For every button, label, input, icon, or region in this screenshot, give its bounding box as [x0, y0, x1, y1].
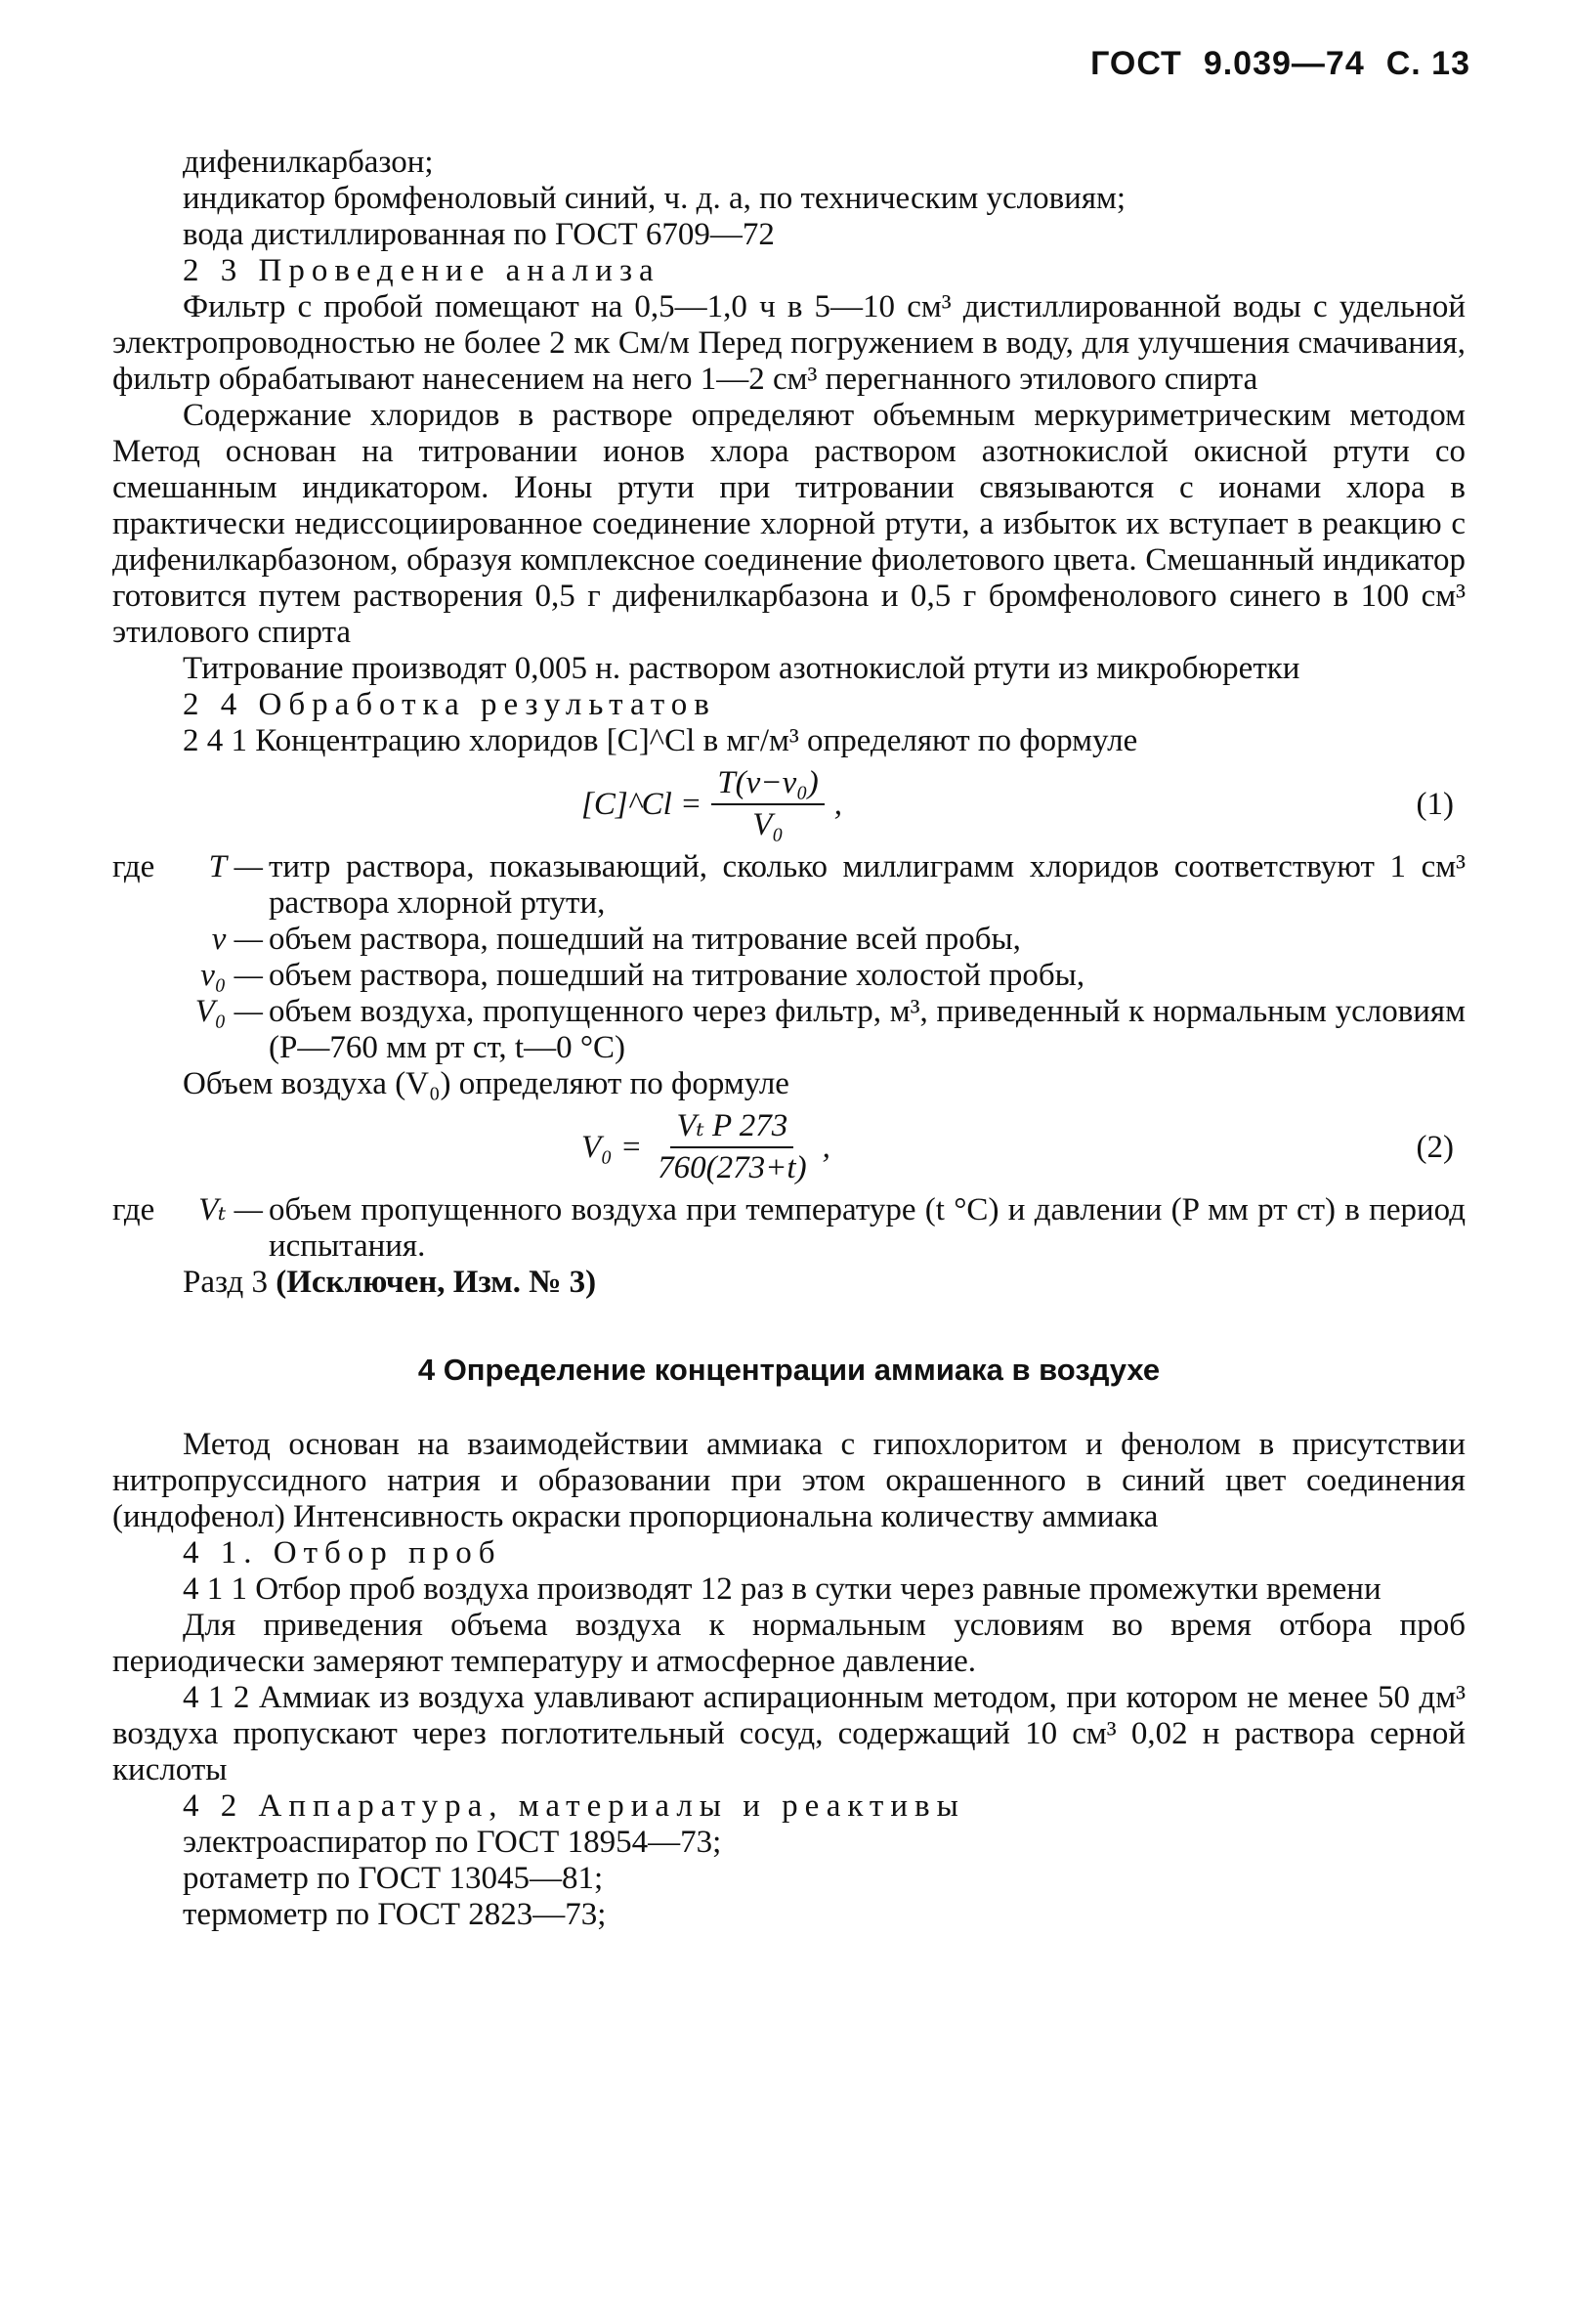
definition-symbol: v —: [211, 922, 263, 957]
fraction-denominator: 760(273+t): [658, 1150, 807, 1185]
list-item: электроаспиратор по ГОСТ 18954—73;: [183, 1825, 722, 1860]
page-number: С. 13: [1385, 45, 1470, 82]
paragraph: Объем воздуха (V₀) определяют по формуле: [183, 1066, 789, 1101]
amendment-section: Разд 3: [183, 1265, 268, 1300]
where-label: где: [112, 849, 155, 884]
definition-text: объем раствора, пошедший на титрование всей пробы,: [269, 922, 1021, 957]
subsection-heading-4-2: 4 2 Аппаратура, материалы и реактивы: [183, 1788, 965, 1824]
page-header: [1069, 45, 1470, 83]
paragraph: Метод основан на взаимодействии аммиака с гипохлоритом и фенолом в присутствии нитропруссидного натрия и образовании при этом окрашенного в синий цвет соединения (индофенол) Интенсивность окраски пропорциональна количеству аммиака: [112, 1427, 1466, 1534]
paragraph: Для приведения объема воздуха к нормальным условиям во время отбора проб периодически замеряют температуру и атмосферное давление.: [112, 1608, 1466, 1679]
section-heading-2-4: 2 4 Обработка результатов: [183, 687, 716, 722]
formula-lhs: V₀ =: [581, 1129, 643, 1165]
standard-label: ГОСТ: [1090, 45, 1182, 82]
standard-number: 9.039—74: [1203, 45, 1365, 82]
list-item: индикатор бромфеноловый синий, ч. д. а, по техническим условиям;: [183, 181, 1127, 216]
paragraph: 4 1 2 Аммиак из воздуха улавливают аспирационным методом, при котором не менее 50 дм³ воздуха пропускают через поглотительный сосуд, содержащий 10 см³ 0,02 н раствора серной кислоты: [112, 1680, 1466, 1787]
definition-row: [112, 849, 1466, 922]
paragraph: 2 4 1 Концентрацию хлоридов [C]^Cl в мг/м³ определяют по формуле: [183, 723, 1138, 758]
list-item: вода дистиллированная по ГОСТ 6709—72: [183, 217, 775, 252]
definition-symbol: V₀ —: [194, 994, 263, 1029]
list-item: термометр по ГОСТ 2823—73;: [183, 1897, 607, 1932]
where-label: где: [112, 1192, 155, 1227]
equation-number: (2): [1416, 1130, 1454, 1165]
definition-text: объем воздуха, пропущенного через фильтр, м³, приведенный к нормальным условиям (P—760 мм рт ст, t—0 °C): [269, 994, 1466, 1065]
formula-fraction: [652, 1108, 812, 1186]
paragraph: 4 1 1 Отбор проб воздуха производят 12 раз в сутки через равные промежутки времени: [183, 1571, 1382, 1607]
equation-number: (1): [1416, 787, 1454, 822]
definition-row: [112, 958, 1466, 994]
formula-tail: ,: [822, 1129, 830, 1165]
definition-symbol: Vₜ —: [198, 1192, 263, 1227]
definition-row: [112, 922, 1466, 958]
definition-symbol: T —: [208, 849, 263, 884]
body-text: [112, 145, 1466, 1933]
fraction-numerator: Vₜ P 273: [670, 1108, 793, 1148]
formula-fraction: [711, 765, 824, 843]
fraction-denominator: V₀: [752, 807, 784, 842]
paragraph: Фильтр с пробой помещают на 0,5—1,0 ч в 5—10 см³ дистиллированной воды с удельной электропроводностью не более 2 мк См/м Перед погружением в воду, для улучшения смачивания, фильтр обрабатывают нанесением на него 1—2 см³ перегнанного этилового спирта: [112, 289, 1466, 397]
section-heading-2-3: 2 3 Проведение анализа: [183, 253, 660, 288]
definition-text: объем раствора, пошедший на титрование холостой пробы,: [269, 958, 1085, 993]
paragraph: Содержание хлоридов в растворе определяют объемным меркуриметрическим методом Метод основан на титровании ионов хлора раствором азотнокислой окисной ртути со смешанным индикатором. Ионы ртути при титровании связываются с ионами хлора в практически недиссоциированное соединение хлорной ртути, а избыток их вступает в реакцию с дифенилкарбазоном, образуя комплексное соединение фиолетового цвета. Смешанный индикатор готовится путем растворения 0,5 г дифенилкарбазона и 0,5 г бромфенолового синего в 100 см³ этилового спирта: [112, 398, 1466, 650]
amendment-status: (Исключен, Изм. № 3): [276, 1265, 597, 1300]
definition-row: [112, 994, 1466, 1066]
formula-lhs: [C]^Cl =: [581, 786, 702, 822]
definition-text: объем пропущенного воздуха при температуре (t °C) и давлении (P мм рт ст) в период испытания.: [269, 1192, 1466, 1264]
subsection-heading-4-1: 4 1. Отбор проб: [183, 1535, 502, 1571]
formula-1: [112, 765, 1466, 845]
definition-text: титр раствора, показывающий, сколько миллиграмм хлоридов соответствуют 1 см³ раствора хлорной ртути,: [269, 849, 1466, 921]
formula-2: [112, 1108, 1466, 1188]
definition-row: [112, 1192, 1466, 1265]
fraction-numerator: T(v−v₀): [711, 765, 824, 805]
paragraph: Титрование производят 0,005 н. раствором азотнокислой ртути из микробюретки: [183, 651, 1300, 686]
list-item: дифенилкарбазон;: [183, 145, 434, 180]
section-title-4: 4 Определение концентрации аммиака в воздухе: [417, 1353, 1161, 1387]
formula-tail: ,: [833, 786, 842, 822]
amendment-note: [112, 1265, 1466, 1301]
definition-symbol: v₀ —: [200, 958, 263, 993]
list-item: ротаметр по ГОСТ 13045—81;: [183, 1861, 604, 1896]
